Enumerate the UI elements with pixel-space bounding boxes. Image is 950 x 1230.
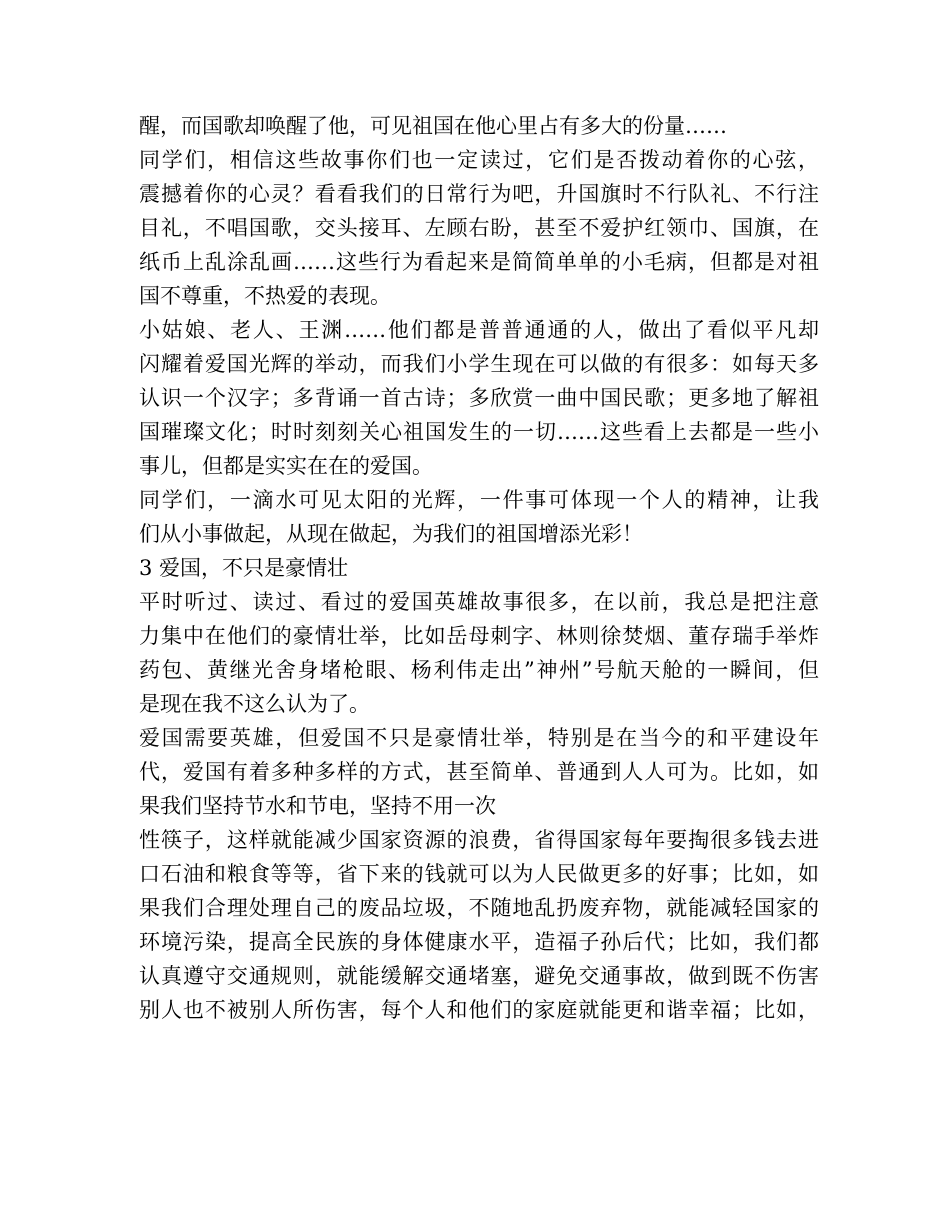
text-line: 闪耀着爱国光辉的举动，而我们小学生现在可以做的有很多：如每天多 <box>139 352 819 376</box>
text-line: 醒，而国歌却唤醒了他，可见祖国在他心里占有多大的份量…… <box>139 114 727 138</box>
text-line: 同学们，一滴水可见太阳的光辉，一件事可体现一个人的精神，让我 <box>139 488 819 512</box>
text-line: 口石油和粮食等等，省下来的钱就可以为人民做更多的好事；比如，如 <box>139 862 819 886</box>
text-line: 别人也不被别人所伤害，每个人和他们的家庭就能更和谐幸福；比如， <box>139 998 819 1022</box>
text-line: 环境污染，提高全民族的身体健康水平，造福子孙后代；比如，我们都 <box>139 930 819 954</box>
text-line: 们从小事做起，从现在做起，为我们的祖国增添光彩！ <box>139 522 643 546</box>
text-line: 纸币上乱涂乱画……这些行为看起来是简简单单的小毛病，但都是对祖 <box>139 250 819 274</box>
text-line: 3 爱国，不只是豪情壮 <box>139 556 349 580</box>
text-line: 认真遵守交通规则，就能缓解交通堵塞，避免交通事故，做到既不伤害 <box>139 964 819 988</box>
text-line: 果我们坚持节水和节电，坚持不用一次 <box>139 794 496 818</box>
text-line: 爱国需要英雄，但爱国不只是豪情壮举，特别是在当今的和平建设年 <box>139 726 819 750</box>
text-line: 药包、黄继光舍身堵枪眼、杨利伟走出”神州”号航天舱的一瞬间，但 <box>139 658 819 682</box>
text-line: 性筷子，这样就能减少国家资源的浪费，省得国家每年要掏很多钱去进 <box>139 828 819 852</box>
text-line: 震撼着你的心灵？看看我们的日常行为吧，升国旗时不行队礼、不行注 <box>139 182 819 206</box>
text-line: 是现在我不这么认为了。 <box>139 692 370 716</box>
text-line: 认识一个汉字；多背诵一首古诗；多欣赏一曲中国民歌；更多地了解祖 <box>139 386 819 410</box>
text-line: 代，爱国有着多种多样的方式，甚至简单、普通到人人可为。比如，如 <box>139 760 819 784</box>
text-line: 国不尊重，不热爱的表现。 <box>139 284 391 308</box>
text-line: 力集中在他们的豪情壮举，比如岳母刺字、林则徐焚烟、董存瑞手举炸 <box>139 624 819 648</box>
text-line: 目礼，不唱国歌，交头接耳、左顾右盼，甚至不爱护红领巾、国旗，在 <box>139 216 819 240</box>
text-line: 事儿，但都是实实在在的爱国。 <box>139 454 433 478</box>
text-line: 国璀璨文化；时时刻刻关心祖国发生的一切……这些看上去都是一些小 <box>139 420 819 444</box>
text-line: 小姑娘、老人、王渊……他们都是普普通通的人，做出了看似平凡却 <box>139 318 819 342</box>
text-line: 同学们，相信这些故事你们也一定读过，它们是否拨动着你的心弦， <box>139 148 819 172</box>
document-text-body <box>139 109 819 1027</box>
text-line: 果我们合理处理自己的废品垃圾，不随地乱扔废弃物，就能减轻国家的 <box>139 896 819 920</box>
text-line: 平时听过、读过、看过的爱国英雄故事很多，在以前，我总是把注意 <box>139 590 819 614</box>
